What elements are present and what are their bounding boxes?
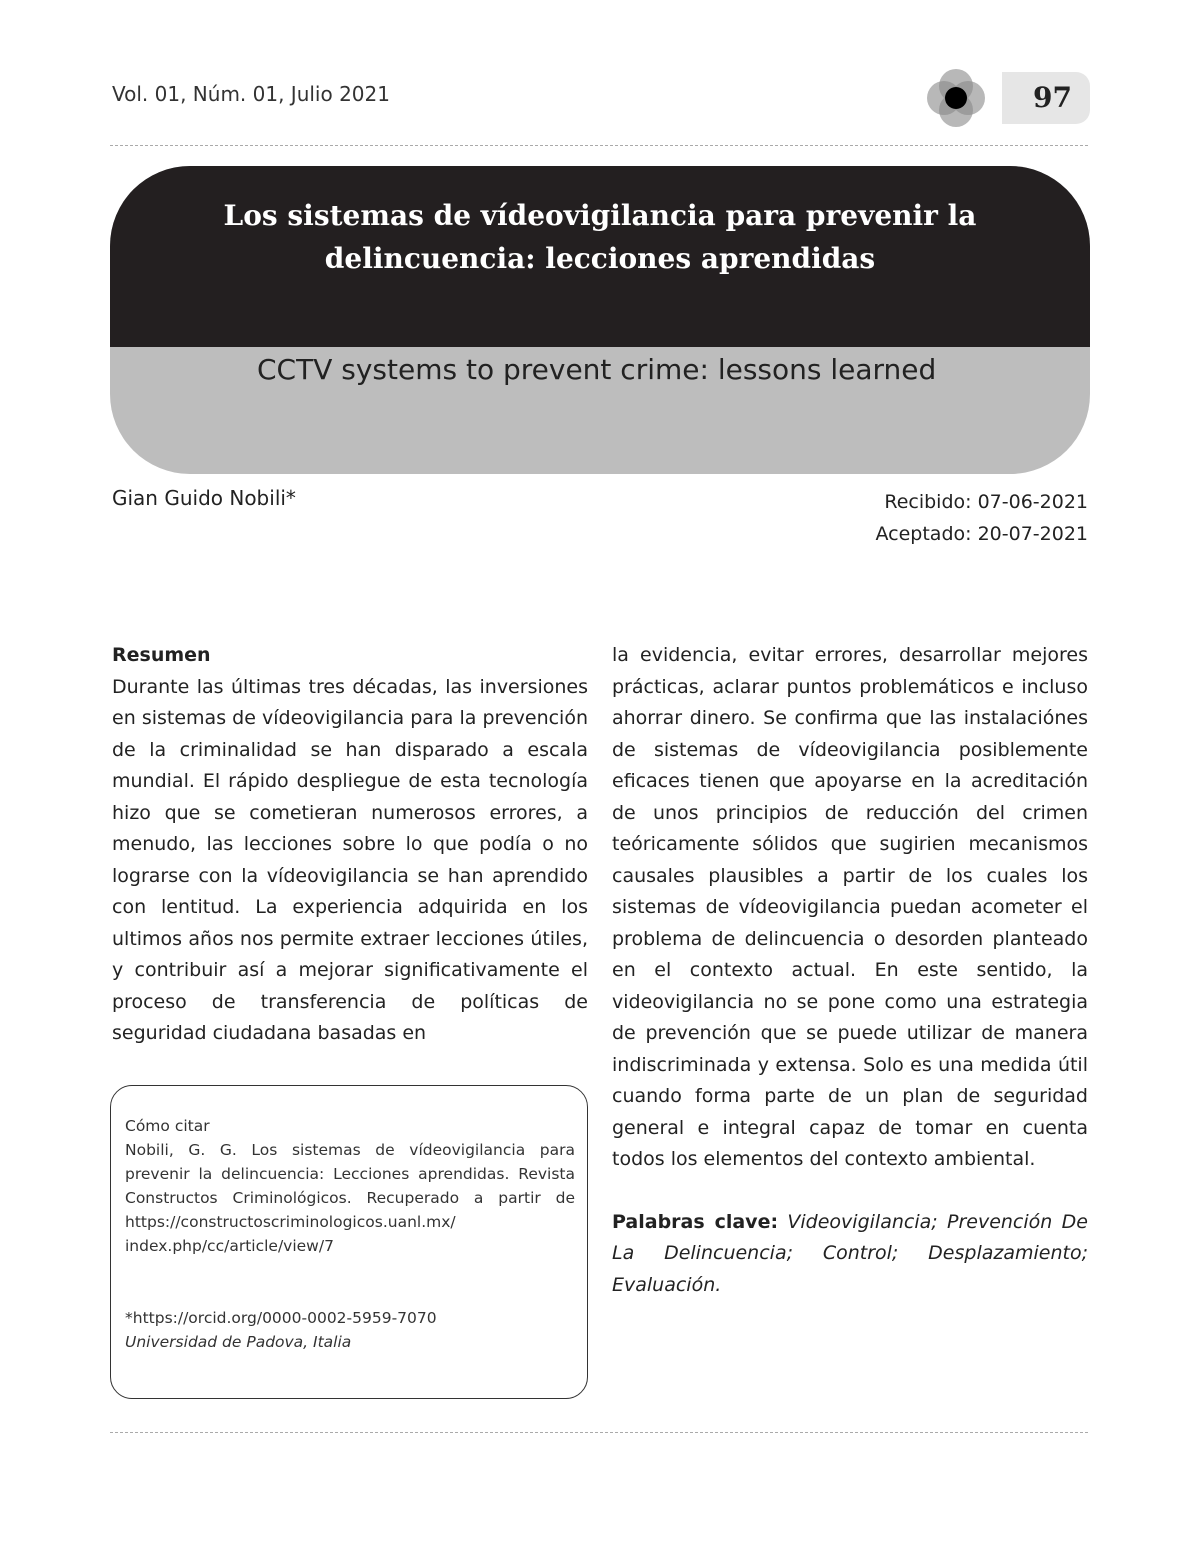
article-subtitle: CCTV systems to prevent crime: lessons learned [257,353,937,386]
abstract-text-continued: la evidencia, evitar errores, desarrollar mejores prácticas, aclarar puntos problemáticos e incluso ahorrar dinero. Se confirma que las instalaciónes de sistemas de vídeovigilancia posiblemente eficaces tienen que apoyarse en la acreditación de unos principios de reducción del crimen teóricamente sólidos que sugirien mecanismos causales plausibles a partir de los cuales los sistemas de vídeovigilancia puedan acometer el problema de delincuencia o desorden planteado en el contexto actual. En este sentido, la videovigilancia no se pone como una estrategia de prevención que se puede utilizar de manera indiscriminada y extensa. Solo es una medida útil cuando forma parte de un plan de seguridad general e integral capaz de tomar en cuenta todos los elementos del contexto ambiental. [612,644,1088,1170]
citation-heading: Cómo citar [125,1117,210,1135]
author: Gian Guido Nobili* [112,486,296,510]
abstract-heading: Resumen [112,644,211,666]
keywords [612,1207,1088,1302]
accepted-date: Aceptado: 20-07-2021 [875,523,1088,545]
abstract-text: Durante las últimas tres décadas, las inversiones en sistemas de vídeovigilancia para la prevención de la criminalidad se han disparado a escala mundial. El rápido despliegue de esta tecnología hizo que se cometieran numerosos errores, a menudo, las lecciones sobre lo que podía o no lograrse con la vídeovigilancia se han aprendido con lentitud. La experiencia adquirida en los ultimos años nos permite extraer lecciones útiles, y contribuir así a mejorar significativamente el proceso de transferencia de políticas de seguridad ciudadana basadas en [112,675,588,1044]
journal-logo-icon [924,66,988,130]
abstract-right-column [612,640,1088,1301]
abstract-left-column [112,640,588,1050]
divider [110,145,1088,146]
citation-text: Nobili, G. G. Los sistemas de vídeovigilancia para prevenir la delincuencia: Lecciones aprendidas. Revista Constructos Criminológicos. Recuperado a partir de https://constructoscriminologicos.uanl.mx/ index.php/cc/article/view/7 [125,1141,575,1255]
citation-box [110,1085,588,1399]
received-date: Recibido: 07-06-2021 [884,491,1088,513]
dates [876,486,1089,550]
keywords-values: Videovigilancia; Prevención De La Delincuencia; Control; Desplazamiento; Evaluación. [612,1210,1088,1296]
title-box [110,166,1090,474]
keywords-label: Palabras clave: [612,1210,779,1233]
volume-info: Vol. 01, Núm. 01, Julio 2021 [112,82,390,106]
page-number: 97 [1002,72,1090,124]
orcid-link[interactable]: *https://orcid.org/0000-0002-5959-7070 [125,1309,437,1327]
affiliation: Universidad de Padova, Italia [125,1333,352,1351]
article-title: Los sistemas de vídeovigilancia para prevenir la delincuencia: lecciones aprendidas [223,199,977,275]
divider [110,1432,1088,1433]
